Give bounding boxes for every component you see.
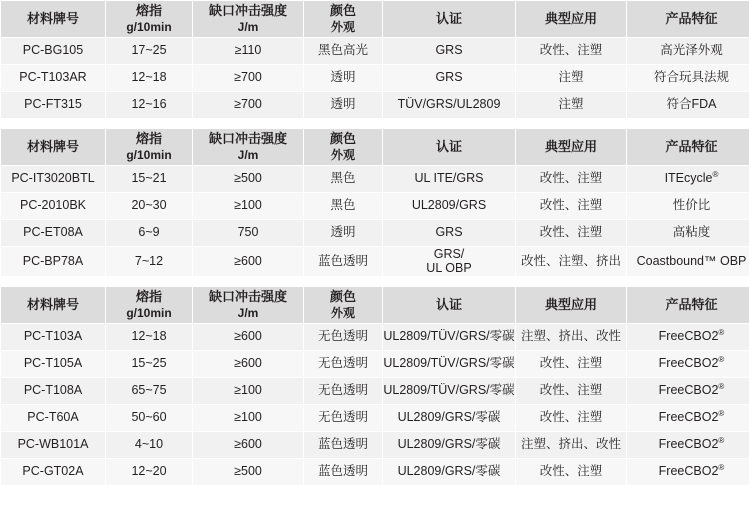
cell-text: ≥100 — [234, 382, 262, 397]
cell-text: Coastbound™ OBP — [636, 253, 747, 268]
table-cell — [383, 404, 516, 431]
cell-text: 高粘度 — [672, 225, 711, 240]
table-cell — [304, 247, 383, 277]
table-gap — [0, 277, 749, 286]
table-cell — [106, 38, 193, 65]
table-cell — [304, 193, 383, 220]
table-row — [1, 220, 749, 247]
table-row — [1, 377, 749, 404]
table-cell — [193, 431, 304, 458]
table-cell — [304, 404, 383, 431]
table-cell — [193, 323, 304, 350]
column-header — [516, 129, 627, 166]
table-cell — [304, 38, 383, 65]
cell-text: PC-WB101A — [17, 436, 89, 451]
column-header-main: 缺口冲击强度 — [208, 288, 287, 304]
table-cell — [383, 323, 516, 350]
column-header — [193, 286, 304, 323]
cell-text: UL2809/TÜV/GRS/零碳 — [383, 355, 515, 370]
table-row — [1, 404, 749, 431]
column-header-main: 产品特征 — [665, 10, 718, 26]
table-cell — [304, 166, 383, 193]
cell-text: FreeCBO2® — [658, 327, 725, 344]
column-header — [106, 1, 193, 38]
column-header-main: 熔指 — [135, 288, 162, 304]
table-cell — [106, 458, 193, 485]
column-header — [304, 129, 383, 166]
cell-text: 蓝色透明 — [317, 436, 368, 451]
table-cell — [627, 193, 749, 220]
column-header — [1, 286, 106, 323]
table-row — [1, 247, 749, 277]
table-cell — [193, 377, 304, 404]
cell-text: 无色透明 — [317, 355, 368, 370]
cell-text: ≥500 — [234, 463, 262, 478]
column-header — [1, 1, 106, 38]
cell-text: PC-T105A — [23, 355, 83, 370]
column-header-main: 颜色 — [329, 2, 356, 18]
table-cell — [516, 220, 627, 247]
table-cell — [106, 65, 193, 92]
cell-text: ≥600 — [234, 253, 262, 268]
table-cell — [383, 220, 516, 247]
column-header — [193, 1, 304, 38]
cell-text: ≥100 — [234, 409, 262, 424]
cell-text: ≥600 — [234, 436, 262, 451]
column-header-sub: J/m — [237, 20, 259, 35]
column-header — [516, 286, 627, 323]
table-row — [1, 350, 749, 377]
column-header — [106, 286, 193, 323]
cell-text: 20~30 — [131, 198, 167, 213]
table-cell — [627, 458, 749, 485]
cell-text: 改性、注塑 — [539, 225, 603, 240]
table-cell — [304, 220, 383, 247]
table-cell — [516, 166, 627, 193]
table-row — [1, 193, 749, 220]
cell-text: 透明 — [330, 70, 356, 85]
registered-mark: ® — [718, 381, 725, 391]
cell-text: PC-T103AR — [19, 70, 87, 85]
cell-material-code — [1, 92, 106, 119]
cell-text: ≥600 — [234, 355, 262, 370]
table-cell — [193, 458, 304, 485]
cell-text: 17~25 — [131, 43, 167, 58]
table-header-row — [1, 129, 749, 166]
cell-material-code — [1, 247, 106, 277]
cell-text: 12~16 — [131, 97, 167, 112]
table-cell — [304, 377, 383, 404]
cell-text: 15~21 — [131, 171, 167, 186]
table-cell — [516, 65, 627, 92]
cell-text: PC-BG105 — [22, 43, 84, 58]
table-cell — [516, 247, 627, 277]
cell-text: 透明 — [330, 225, 356, 240]
cell-text: 黑色 — [330, 171, 356, 186]
cell-text: GRS — [435, 70, 463, 85]
column-header — [304, 286, 383, 323]
cell-material-code — [1, 431, 106, 458]
cell-text: 符合FDA — [666, 97, 717, 112]
table-cell — [193, 166, 304, 193]
column-header — [106, 129, 193, 166]
table-cell — [516, 92, 627, 119]
spec-table-3 — [0, 286, 749, 486]
cell-text: 6~9 — [138, 225, 160, 240]
cell-text: ≥600 — [234, 328, 262, 343]
cell-text: UL2809/TÜV/GRS/零碳 — [383, 382, 515, 397]
table-cell — [516, 38, 627, 65]
column-header-main: 产品特征 — [665, 138, 718, 154]
cell-text: FreeCBO2® — [658, 354, 725, 371]
column-header-sub: g/10min — [126, 20, 172, 35]
cell-text: 注塑、挤出、改性 — [520, 328, 621, 343]
table-cell — [193, 65, 304, 92]
cell-text: PC-IT3020BTL — [11, 171, 95, 186]
column-header-sub: g/10min — [126, 148, 172, 163]
table-header-row — [1, 286, 749, 323]
cell-text: FreeCBO2® — [658, 381, 725, 398]
table-cell — [383, 166, 516, 193]
cell-text: FreeCBO2® — [658, 435, 725, 452]
table-cell — [627, 65, 749, 92]
table-cell — [627, 247, 749, 277]
table-row — [1, 38, 749, 65]
table-cell — [106, 404, 193, 431]
cell-text: 改性、注塑 — [539, 43, 603, 58]
column-header-main: 典型应用 — [544, 138, 597, 154]
table-cell — [516, 431, 627, 458]
column-header — [383, 286, 516, 323]
table-cell — [106, 193, 193, 220]
table-cell — [193, 38, 304, 65]
cell-text: UL ITE/GRS — [414, 171, 484, 186]
cell-text: 改性、注塑 — [539, 409, 603, 424]
table-cell — [627, 323, 749, 350]
spec-table-1 — [0, 0, 749, 119]
table-cell — [304, 92, 383, 119]
cell-text: 蓝色透明 — [317, 463, 368, 478]
cell-text: PC-T60A — [27, 409, 79, 424]
table-cell — [106, 247, 193, 277]
table-cell — [516, 458, 627, 485]
table-cell — [193, 193, 304, 220]
table-cell — [193, 404, 304, 431]
table-cell — [627, 166, 749, 193]
table-cell — [383, 350, 516, 377]
cell-text: 改性、注塑 — [539, 198, 603, 213]
cell-text: PC-2010BK — [19, 198, 86, 213]
cell-text: 注塑 — [558, 97, 584, 112]
cell-text: FreeCBO2® — [658, 462, 725, 479]
table-row — [1, 166, 749, 193]
column-header-sub: 外观 — [330, 20, 355, 35]
column-header-main: 典型应用 — [544, 10, 597, 26]
column-header-sub: g/10min — [126, 305, 172, 320]
cell-text: GRS — [435, 43, 463, 58]
cell-text: 改性、注塑 — [539, 171, 603, 186]
cell-text: PC-BP78A — [22, 253, 84, 268]
column-header — [304, 1, 383, 38]
column-header — [627, 1, 749, 38]
cell-text: 750 — [237, 225, 259, 240]
cell-text: 50~60 — [131, 409, 167, 424]
column-header-main: 颜色 — [329, 130, 356, 146]
column-header-main: 认证 — [435, 138, 462, 154]
column-header — [627, 129, 749, 166]
table-cell — [516, 193, 627, 220]
cell-text: 无色透明 — [317, 409, 368, 424]
cell-text: UL2809/GRS/零碳 — [397, 409, 501, 424]
cell-text: TÜV/GRS/UL2809 — [397, 97, 501, 112]
column-header-main: 熔指 — [135, 2, 162, 18]
cell-text: 透明 — [330, 97, 356, 112]
cell-text: ≥500 — [234, 171, 262, 186]
table-cell — [627, 220, 749, 247]
registered-mark: ® — [718, 408, 725, 418]
cell-material-code — [1, 65, 106, 92]
cell-material-code — [1, 458, 106, 485]
table-cell — [304, 458, 383, 485]
cell-text: PC-T108A — [23, 382, 83, 397]
cell-text: ITEcycle® — [664, 170, 719, 186]
column-header-main: 典型应用 — [544, 296, 597, 312]
cell-text: 改性、注塑 — [539, 463, 603, 478]
column-header-main: 缺口冲击强度 — [208, 2, 287, 18]
cell-text: ≥100 — [234, 198, 262, 213]
table-cell — [627, 377, 749, 404]
cell-text: PC-ET08A — [23, 225, 83, 240]
column-header-sub: 外观 — [330, 305, 355, 320]
column-header-sub: J/m — [237, 148, 259, 163]
cell-text: 65~75 — [131, 382, 167, 397]
table-cell — [516, 323, 627, 350]
cell-text: ≥110 — [234, 43, 262, 58]
column-header-main: 材料牌号 — [26, 296, 79, 312]
table-cell — [193, 247, 304, 277]
cell-text: PC-FT315 — [24, 97, 82, 112]
column-header — [627, 286, 749, 323]
registered-mark: ® — [718, 327, 725, 337]
cell-text: ≥700 — [234, 97, 262, 112]
table-cell — [383, 458, 516, 485]
column-header-main: 材料牌号 — [26, 10, 79, 26]
table-cell — [383, 38, 516, 65]
cell-text: 无色透明 — [317, 328, 368, 343]
table-cell — [304, 350, 383, 377]
table-cell — [106, 92, 193, 119]
table-row — [1, 431, 749, 458]
cell-text: PC-GT02A — [22, 463, 84, 478]
cell-text: 改性、注塑 — [539, 382, 603, 397]
cell-text: 改性、注塑 — [539, 355, 603, 370]
cell-material-code — [1, 220, 106, 247]
cell-material-code — [1, 38, 106, 65]
column-header-main: 熔指 — [135, 130, 162, 146]
table-cell — [193, 350, 304, 377]
column-header-main: 颜色 — [329, 288, 356, 304]
table-cell — [106, 431, 193, 458]
cell-text: 注塑 — [558, 70, 584, 85]
cell-text: PC-T103A — [23, 328, 83, 343]
column-header-sub: J/m — [237, 305, 259, 320]
table-cell — [106, 166, 193, 193]
table-cell — [106, 350, 193, 377]
cell-text: 性价比 — [672, 198, 711, 213]
cell-text: UL2809/GRS/零碳 — [397, 463, 501, 478]
cell-text: 黑色 — [330, 198, 356, 213]
table-cell — [304, 65, 383, 92]
table-cell — [627, 404, 749, 431]
table-cell — [193, 220, 304, 247]
table-cell — [516, 350, 627, 377]
table-cell — [106, 323, 193, 350]
table-row — [1, 323, 749, 350]
table-cell — [383, 193, 516, 220]
cell-text: 改性、注塑、挤出 — [520, 253, 621, 268]
table-cell — [383, 65, 516, 92]
cell-text: FreeCBO2® — [658, 408, 725, 425]
table-cell — [383, 377, 516, 404]
table-cell — [627, 350, 749, 377]
cell-text: 注塑、挤出、改性 — [520, 436, 621, 451]
cell-text: 12~18 — [131, 328, 167, 343]
cell-text: 黑色高光 — [317, 43, 368, 58]
table-cell — [383, 247, 516, 277]
registered-mark: ® — [712, 170, 719, 180]
table-cell — [627, 38, 749, 65]
cell-text: 7~12 — [134, 253, 164, 268]
cell-material-code — [1, 323, 106, 350]
table-cell — [193, 92, 304, 119]
cell-text: 15~25 — [131, 355, 167, 370]
column-header-main: 缺口冲击强度 — [208, 130, 287, 146]
table-cell — [106, 377, 193, 404]
column-header — [383, 1, 516, 38]
cell-text: ≥700 — [234, 70, 262, 85]
cell-text: UL2809/TÜV/GRS/零碳 — [383, 328, 515, 343]
spec-table-2 — [0, 128, 749, 277]
cell-material-code — [1, 193, 106, 220]
cell-text: 12~18 — [131, 70, 167, 85]
table-row — [1, 65, 749, 92]
column-header — [1, 129, 106, 166]
cell-text: GRS/ — [433, 247, 465, 261]
cell-text: 蓝色透明 — [317, 253, 368, 268]
cell-material-code — [1, 166, 106, 193]
column-header-main: 材料牌号 — [26, 138, 79, 154]
cell-material-code — [1, 377, 106, 404]
cell-text: 符合玩具法规 — [653, 70, 729, 85]
table-cell — [627, 92, 749, 119]
table-row — [1, 92, 749, 119]
cell-text: UL2809/GRS/零碳 — [397, 436, 501, 451]
cell-material-code — [1, 404, 106, 431]
cell-text: GRS — [435, 225, 463, 240]
table-cell — [516, 404, 627, 431]
cell-material-code — [1, 350, 106, 377]
table-gap — [0, 119, 749, 128]
table-cell — [383, 431, 516, 458]
column-header-main: 认证 — [435, 10, 462, 26]
column-header-main: 产品特征 — [665, 296, 718, 312]
column-header-sub: 外观 — [330, 148, 355, 163]
column-header — [193, 129, 304, 166]
cell-text: 高光泽外观 — [660, 43, 723, 58]
cell-text: UL OBP — [426, 261, 472, 276]
column-header — [516, 1, 627, 38]
table-row — [1, 458, 749, 485]
table-cell — [627, 431, 749, 458]
column-header — [383, 129, 516, 166]
registered-mark: ® — [718, 435, 725, 445]
registered-mark: ® — [718, 354, 725, 364]
cell-text: UL2809/GRS — [411, 198, 487, 213]
column-header-main: 认证 — [435, 296, 462, 312]
table-cell — [383, 92, 516, 119]
table-cell — [516, 377, 627, 404]
cell-text: 4~10 — [134, 436, 164, 451]
registered-mark: ® — [718, 462, 725, 472]
cell-text: 无色透明 — [317, 382, 368, 397]
cell-text: 12~20 — [131, 463, 167, 478]
table-cell — [304, 323, 383, 350]
table-header-row — [1, 1, 749, 38]
table-cell — [304, 431, 383, 458]
table-cell — [106, 220, 193, 247]
